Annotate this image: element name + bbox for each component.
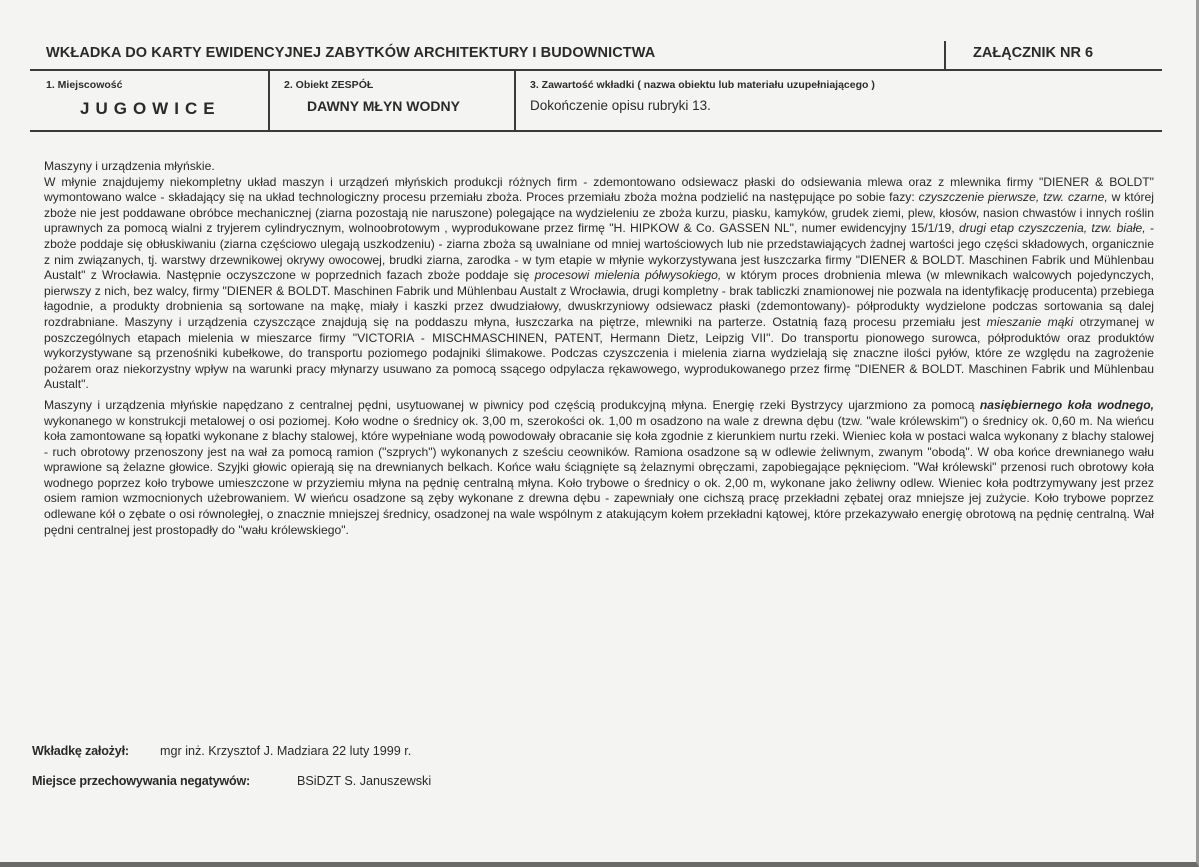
miejscowosc-value: JUGOWICE bbox=[80, 99, 221, 118]
section-heading: Maszyny i urządzenia młyńskie. bbox=[44, 159, 215, 173]
field-divider-1 bbox=[268, 70, 270, 130]
author-value: mgr inż. Krzysztof J. Madziara 22 luty 1999 r. bbox=[160, 744, 412, 758]
emphasis-run: mieszanie mąki bbox=[986, 314, 1074, 329]
author-label: Wkładkę założył: bbox=[32, 744, 129, 758]
text-run: W młynie znajdujemy niekompletny układ maszyn i urządzeń młyńskich produkcji różnych firm - zdemontowano odsiewacz płaski do odsiewania mlewa oraz z mlewnika firmy "DIENER & BOLDT" wymontowano walce - składający się na układ technologiczny procesu przemiału zboża. Proces przemiału zboża można podzielić na następujące po sobie fazy: bbox=[44, 174, 1154, 205]
document-title: WKŁADKA DO KARTY EWIDENCYJNEJ ZABYTKÓW ARCHITEKTURY I BUDOWNICTWA bbox=[46, 45, 656, 61]
obiekt-value: DAWNY MŁYN WODNY bbox=[307, 98, 460, 114]
miejscowosc-label: 1. Miejscowość bbox=[46, 79, 123, 91]
paragraph-drive bbox=[44, 398, 1154, 538]
attachment-number: ZAŁĄCZNIK NR 6 bbox=[973, 45, 1094, 61]
author-row bbox=[32, 744, 129, 758]
emphasis-run: czyszczenie pierwsze, tzw. czarne, bbox=[918, 190, 1108, 205]
text-run: w którym proces drobnienia mlewa (w mlewnikach walcowych pojedynczych, pierwszy z nich, bez walcy, firmy "DIENER & BOLDT. Maschinen Fabrik und Mühlenbau Austalt z Wrocławia, drugi kompletny - brak tabliczki znamionowej nie pozwala na identyfikację producenta) przebiega łagodnie, a produkty drobnienia są sortowane na mąkę, miały i kaszki przez dwudziałowy, dwuskrzyniowy odsiewacz płaski (zdemontowany)- półprodukty wydzielone podczas sortowania są dalej rozdrabniane. Maszyny i urządzenia czyszczące znajdują się na poddaszu młyna, łuszczarka na piętrze, mlewniki na parterze. Ostatnią fazą procesu przemiału jest bbox=[44, 268, 1154, 329]
header-divider bbox=[944, 41, 946, 69]
text-run: otrzymanej w poszczególnych etapach mielenia w mieszarce firmy "VICTORIA - MISCHMASCHINEN, PATENT, Hermann Dietz, Leipzig VII". Do transportu pionowego surowca, półproduktów oraz produktów wykorzystywane są przenośniki kubełkowe, do transportu poziomego podajniki ślimakowe. Podczas czyszczenia i mielenia ziarna wydzielają się znaczne ilości pyłów, które ze względu na zagrożenie pożarem oraz niekorzystny wpływ na warunki pracy młynarzy usuwano za pomocą ssącego odpylacza rękawowego, wyprodukowanego przez firmę "DIENER & BOLDT. Maschinen Fabrik und Mühlenbau Austalt". bbox=[44, 314, 1154, 392]
header-rule-top bbox=[30, 69, 1162, 71]
obiekt-label: 2. Obiekt ZESPÓŁ bbox=[284, 79, 374, 91]
header-rule-bottom bbox=[30, 130, 1162, 132]
zawartosc-value: Dokończenie opisu rubryki 13. bbox=[530, 98, 711, 113]
text-run: Maszyny i urządzenia młyńskie napędzano z centralnej pędni, usytuowanej w piwnicy pod częścią produkcyjną młyna. Energię rzeki Bystrzycy ujarzmiono za pomocą bbox=[44, 397, 980, 412]
text-run: wykonanego w konstrukcji metalowej o osi poziomej. Koło wodne o średnicy ok. 3,00 m, szerokości ok. 1,00 m osadzono na wale z drewna dębu (tzw. "wale królewskim") o średnicy ok. 0,60 m. Na wieńcu koła zamontowane są łopatki wykonane z blachy stalowej, które wypełniane wodą powodowały obracanie się koła zgodnie z kierunkiem nurtu rzeki. Wieniec koła w postaci walca wykonany z blachy stalowej - ruch obrotowy przenoszony jest na wał za pomocą ramion ("szprych") wykonanych z sześciu ceowników. Ramiona osadzone są w odlewie żeliwnym, zwanym "obodą". W oba końce drewnianego wału wprawione są żelazne głowice. Szyjki głowic opierają się na drewnianych belkach. Końce wału ściągnięte są żelaznymi obręczami, zapobiegające pęknięciom. "Wał królewski" przenosi ruch obrotowy koła wodnego poprzez koło trybowe umieszczone w przyziemiu młyna na pędnię centralną młyna. Koło trybowe o średnicy o ok. 2,00 m, wykonane jako żeliwny odlew. Wieniec koła podtrzymywany jest przez osiem ramion wzmocnionych użebrowaniem. W wieńcu osadzone są zęby wykonane z drewna dębu - zapewniały one cichszą pracę przekładni zębatej oraz mniejsze jej zużycie. Koło trybowe poprzez odlewane kół o zębate o osi równoległej, o znacznie mniejszej średnicy, osadzonej na wale wspólnym z atakującym kołem przekładni kątowej, które przekazywało energię obrotową na pędnię centralną. Wał pędni centralnej jest prostopadły do "wału królewskiego". bbox=[44, 413, 1154, 537]
zawartosc-label: 3. Zawartość wkładki ( nazwa obiektu lub materiału uzupełniającego ) bbox=[530, 79, 875, 91]
text-run: w której zboże nie jest poddawane obróbce mechanicznej (ziarna pozostają nie naruszone) polegające na wydzieleniu ze zboża kurzu, piasku, kamyków, grudek ziemi, plew, kłosów, nasion chwastów i innych roślin uprawnych za pomocą wialni z tryjerem cylindrycznym, wolnoobrotowym , wyprodukowane przez firmę "H. HIPKOW & Co. GASSEN NL", numer ewidencyjny 15/1/19, bbox=[44, 190, 1154, 236]
storage-label: Miejsce przechowywania negatywów: bbox=[32, 774, 251, 788]
text-run: - zboże poddaje się obłuskiwaniu (ziarna częściowo ulegają uszkodzeniu) - ziarna zboża są uwalniane od mniej wartościowych lub nie przedstawiających żadnej wartości jego części składowych, organicznie z nim związanych, tj. warstwy drzewnikowej okrywy owocowej, brudki ziarna, zarodka - w tym etapie w młynie wykorzystywana jest łuszczarka firmy "DIENER & BOLDT. Maschinen Fabrik und Mühlenbau Austalt" z Wrocławia. Następnie oczyszczone w poprzednich fazach zboże poddaje się bbox=[44, 221, 1154, 283]
storage-row bbox=[32, 774, 250, 788]
paragraph-machines bbox=[44, 159, 1154, 393]
emphasis-run: procesowi mielenia półwysokiego, bbox=[534, 268, 722, 283]
field-divider-2 bbox=[514, 70, 516, 130]
description-body bbox=[44, 159, 1154, 543]
emphasis-run: drugi etap czyszczenia, tzw. białe, bbox=[959, 221, 1146, 236]
emphasis-run: nasiębiernego koła wodnego, bbox=[979, 397, 1154, 412]
storage-value: BSiDZT S. Januszewski bbox=[297, 774, 432, 788]
